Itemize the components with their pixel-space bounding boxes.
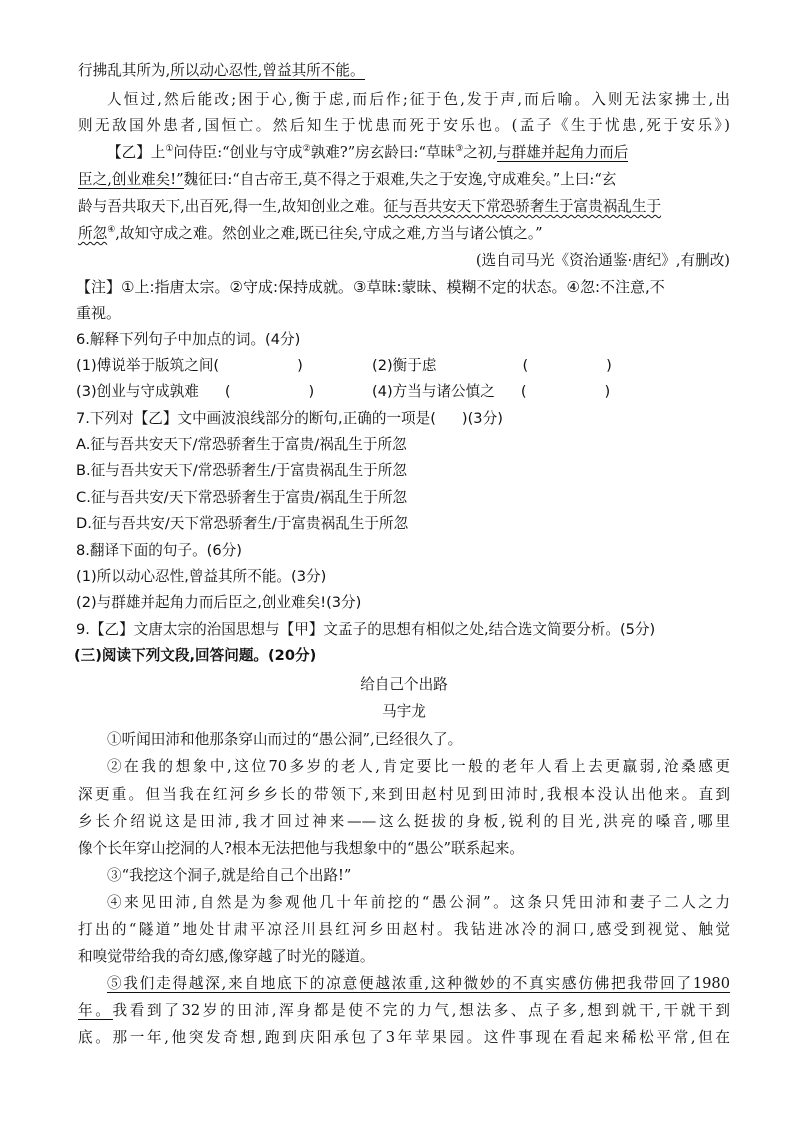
note-ref-3: ③ xyxy=(455,144,464,155)
paragraph-4-line-1: ④来见田沛,自然是为参观他几十年前挖的“愚公洞”。这条只凭田沛和妻子二人之力 xyxy=(107,894,730,911)
paragraph-2-line-4: 像个长年穿山挖洞的人?根本无法把他与我想象中的“愚公”联系起来。 xyxy=(78,840,524,857)
question-6: 6.解释下列句子中加点的词。(4分) xyxy=(76,331,301,348)
paragraph-5-line-1 xyxy=(78,971,730,997)
yi-text: 孰难?”房玄龄曰:“草昧 xyxy=(310,144,456,161)
yi-underlined-sentence-cont: 臣之,创业难矣!” xyxy=(78,171,184,188)
q6-item-3-text: (3)创业与守成孰难 xyxy=(76,383,199,400)
paragraph-2-line-3: 乡长介绍说这是田沛,我才回过神来——这么挺拔的身板,锐利的目光,洪亮的嗓音,哪里 xyxy=(78,813,730,830)
q6-item-2-close: ) xyxy=(606,357,612,374)
question-9: 9.【乙】文唐太宗的治国思想与【甲】文孟子的思想有相似之处,结合选文简要分析。(5分) xyxy=(76,621,656,638)
question-8-item-2: (2)与群雄并起角力而后臣之,创业难矣!(3分) xyxy=(76,594,362,611)
jia-underlined-sentence: 所以动心忍性,曾益其所不能。 xyxy=(170,62,365,79)
q6-item-4 xyxy=(372,379,610,405)
jia-line-1 xyxy=(78,58,730,84)
notes-line-1: 【注】①上:指唐太宗。②守成:保持成就。③草昧:蒙昧、模糊不定的状态。④忽:不注意,不 xyxy=(76,278,665,296)
q6-item-3-close: ) xyxy=(308,383,315,400)
note-ref-1: ① xyxy=(165,144,174,155)
q6-item-2-open: ( xyxy=(522,357,529,374)
yi-line-4 xyxy=(78,221,730,247)
q6-item-4-text: (4)方当与诸公慎之 xyxy=(372,383,495,400)
question-8-item-1: (1)所以动心忍性,曾益其所不能。(3分) xyxy=(76,568,327,585)
yi-underlined-sentence: 与群雄并起角力而后 xyxy=(497,144,629,161)
question-8: 8.翻译下面的句子。(6分) xyxy=(76,542,242,559)
paragraph-2-line-1: ②在我的想象中,这位70多岁的老人,肯定要比一般的老年人看上去更羸弱,沧桑感更 xyxy=(107,758,730,775)
q7-option-c[interactable]: C.征与吾共安/天下常恐骄奢生于富贵/祸乱生于所忽 xyxy=(76,489,408,506)
paragraph-5-underlined-cont: 年。 xyxy=(78,1002,113,1019)
q6-item-3-open: ( xyxy=(224,383,231,400)
q6-item-1-close: ) xyxy=(297,357,303,374)
q6-item-1 xyxy=(76,353,303,379)
q6-item-4-open: ( xyxy=(520,383,527,400)
yi-text: 魏征曰:“自古帝王,莫不得之于艰难,失之于安逸,守成难矣。”上曰:“玄 xyxy=(183,171,617,188)
paragraph-5-text: 我看到了32岁的田沛,浑身都是使不完的力气,想法多、点子多,想到就干,干就干到 xyxy=(112,1002,730,1019)
q6-item-2 xyxy=(372,353,612,379)
yi-text: 问侍臣:“创业与守成 xyxy=(173,144,303,161)
note-ref-2: ② xyxy=(302,144,311,155)
yi-line-1 xyxy=(78,140,730,166)
question-7-score: )(3分) xyxy=(461,410,503,427)
article-author: 马宇龙 xyxy=(382,703,426,720)
paragraph-5-line-2 xyxy=(78,998,730,1024)
paragraph-5-underlined: ⑤我们走得越深,来自地底下的凉意便越浓重,这种微妙的不真实感仿佛把我带回了1980 xyxy=(107,975,730,992)
article-title: 给自己个出路 xyxy=(360,676,448,693)
q7-option-a[interactable]: A.征与吾共安天下/常恐骄奢生于富贵/祸乱生于所忽 xyxy=(76,436,407,453)
question-7-text: 7.下列对【乙】文中画波浪线部分的断句,正确的一项是( xyxy=(76,410,436,427)
yi-wavy-sentence-cont: 所忽 xyxy=(78,225,108,242)
paragraph-4-line-3: 和嗅觉带给我的奇幻感,像穿越了时光的隧道。 xyxy=(78,948,375,965)
paragraph-3: ③“我挖这个洞子,就是给自己个出路!” xyxy=(107,867,352,884)
paragraph-1: ①听闻田沛和他那条穿山而过的“愚公洞”,已经很久了。 xyxy=(107,731,463,748)
q6-item-1-text: (1)傅说举于版筑之间( xyxy=(76,357,220,374)
jia-line-2: 人恒过,然后能改;困于心,衡于虑,而后作;征于色,发于声,而后喻。入则无法家拂士,出 xyxy=(107,91,730,108)
q6-item-2-text: (2)衡于虑 xyxy=(372,357,437,374)
jia-line-1-text: 行拂乱其所为, xyxy=(78,62,171,79)
yi-text: ,故知守成之难。然创业之难,既已往矣,守成之难,方当与诸公慎之。” xyxy=(115,225,543,242)
q7-option-d[interactable]: D.征与吾共安/天下常恐骄奢生/于富贵祸乱生于所忽 xyxy=(76,515,409,532)
q6-item-3 xyxy=(76,379,314,405)
yi-line-2 xyxy=(78,167,730,193)
question-7 xyxy=(76,406,730,432)
jia-line-3: 则无敌国外患者,国恒亡。然后知生于忧患而死于安乐也。(孟子《生于忧患,死于安乐》) xyxy=(78,117,730,134)
paragraph-2-line-2: 深更重。但当我在红河乡乡长的带领下,来到田赵村见到田沛时,我根本没认出他来。直到 xyxy=(78,786,730,803)
q7-option-b[interactable]: B.征与吾共安天下/常恐骄奢生/于富贵祸乱生于所忽 xyxy=(76,462,407,479)
paragraph-5-line-3: 底。那一年,他突发奇想,跑到庆阳承包了3年苹果园。这件事现在看起来稀松平常,但在 xyxy=(78,1029,730,1046)
yi-text: 龄与吾共取天下,出百死,得一生,故知创业之难。 xyxy=(78,198,384,215)
q6-item-4-close: ) xyxy=(604,383,611,400)
yi-label: 【乙】上 xyxy=(107,144,166,161)
yi-text: 之初, xyxy=(463,144,498,161)
yi-source: (选自司马光《资治通鉴·唐纪》,有删改) xyxy=(475,252,730,269)
yi-wavy-sentence: 征与吾共安天下常恐骄奢生于富贵祸乱生于 xyxy=(383,198,662,215)
section-3-heading: (三)阅读下列文段,回答问题。(20分) xyxy=(74,647,317,664)
note-ref-4: ④ xyxy=(107,225,116,236)
paragraph-4-line-2: 打出的“隧道”地处甘肃平凉泾川县红河乡田赵村。我钻进冰冷的洞口,感受到视觉、触觉 xyxy=(78,921,730,938)
yi-line-3 xyxy=(78,194,730,220)
notes-line-2: 重视。 xyxy=(76,304,122,322)
